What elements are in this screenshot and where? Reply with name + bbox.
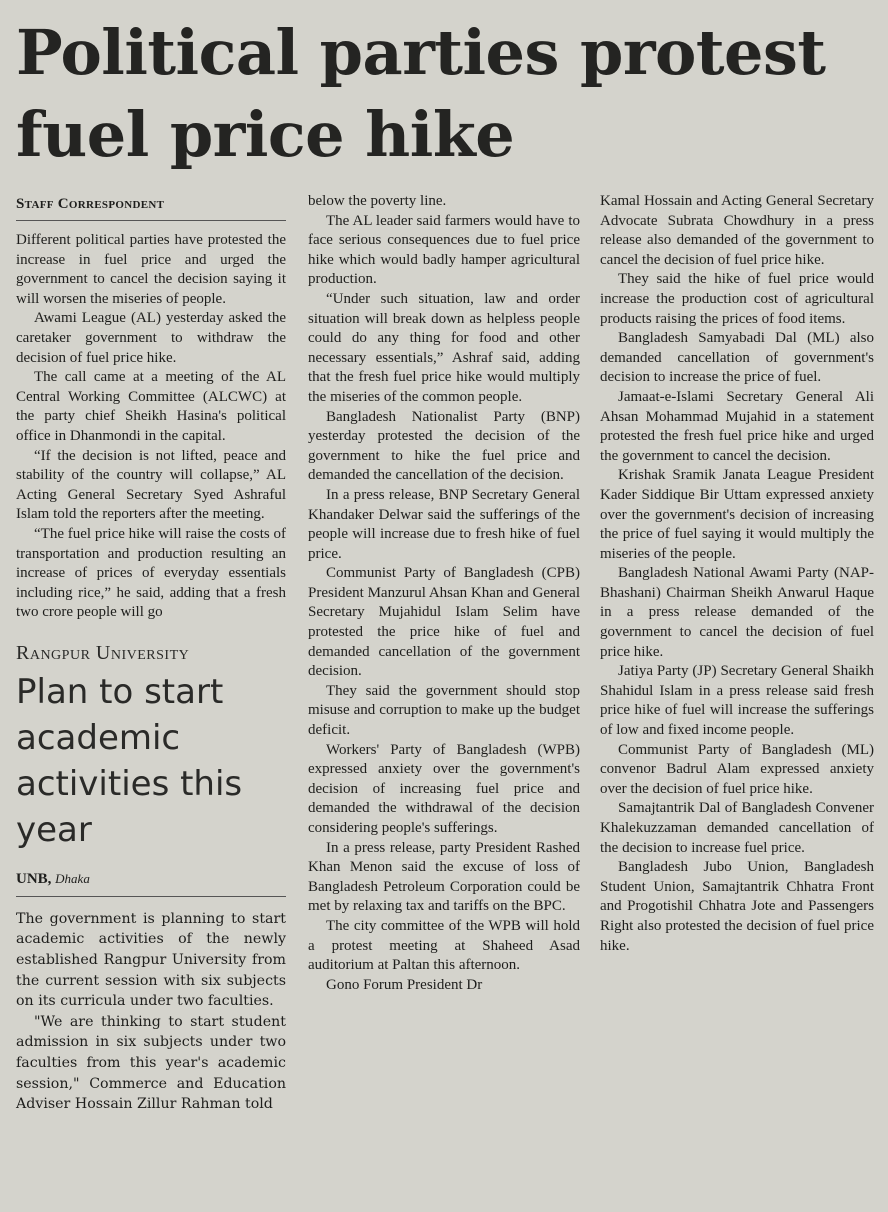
byline: Staff Correspondent (16, 194, 286, 221)
paragraph: Jatiya Party (JP) Secretary General Shaikh Shahidul Islam in a press release said fresh price hike of fuel will increase the sufferings of low and fixed income people. (600, 663, 874, 739)
paragraph: The city committee of the WPB will hold a protest meeting at Shaheed Asad auditorium at Paltan this afternoon. (308, 917, 580, 974)
paragraph: The AL leader said farmers would have to face serious consequences due to fuel price hike which would badly hamper agricultural production. (308, 212, 580, 288)
paragraph: Different political parties have protested the increase in fuel price and urged the government to cancel the decision saying it will worsen the miseries of people. (16, 232, 286, 307)
paragraph: Bangladesh National Awami Party (NAP-Bhashani) Chairman Sheikh Anwarul Haque in a press release demanded of the government to cancel the decision of fuel price hike. (600, 565, 874, 660)
paragraph: In a press release, party President Rashed Khan Menon said the excuse of loss of Bangladesh Petroleum Corporation could be met by relaxing tax and tariffs on the BPC. (308, 839, 580, 915)
paragraph: Jamaat-e-Islami Secretary General Ali Ahsan Mohammad Mujahid in a statement protested the fresh fuel price hike and urged the government to cancel the decision. (600, 388, 874, 464)
paragraph: The call came at a meeting of the AL Central Working Committee (ALCWC) at the party chief Sheikh Hasina's political office in Dhanmondi in the capital. (16, 369, 286, 444)
paragraph: below the poverty line. (308, 193, 447, 209)
paragraph: Communist Party of Bangladesh (ML) convenor Badrul Alam expressed anxiety over the decision of fuel price hike. (600, 741, 874, 797)
paragraph: Kamal Hossain and Acting General Secretary Advocate Subrata Chowdhury in a press release also demanded of the government to cancel the decision of fuel price hike. (600, 193, 874, 268)
paragraph: Communist Party of Bangladesh (CPB) President Manzurul Ahsan Khan and General Secretary Mujahidul Islam Selim have protested the price hike of fuel and demanded cancellation of the government decision. (308, 565, 581, 680)
second-story-body (16, 909, 286, 1115)
second-story-headline: Plan to start academic activities this year (16, 671, 243, 850)
paragraph: Bangladesh Samyabadi Dal (ML) also demanded cancellation of government's decision to increase the price of fuel. (600, 330, 874, 386)
paragraph: “The fuel price hike will raise the costs of transportation and production resulting an increase of prices of everyday essentials including rice,” he said, adding that a fresh two crore people will go (16, 525, 286, 621)
paragraph: Bangladesh Jubo Union, Bangladesh Student Union, Samajtantrik Chhatra Front and Progotishil Chhatra Jote and Passengers Right also protested the decision of fuel price hike. (600, 859, 874, 954)
agency: UNB, (16, 870, 52, 887)
dateline-place: Dhaka (55, 870, 90, 886)
paragraph: Krishak Sramik Janata League President Kader Siddique Bir Uttam expressed anxiety over the government's decision of increasing the price of fuel saying it would multiply the miseries of the people. (600, 467, 874, 562)
column-2 (308, 192, 580, 995)
paragraph: In a press release, BNP Secretary General Khandaker Delwar said the sufferings of the people will increase due to fresh hike of fuel price. (308, 486, 580, 562)
second-story-kicker: Rangpur University (16, 641, 190, 664)
column-3 (600, 192, 874, 956)
paragraph: Awami League (AL) yesterday asked the caretaker government to withdraw the decision of fuel price hike. (16, 310, 286, 366)
paragraph: The government is planning to start academic activities of the newly established Rangpur University from the current session with six subjects on its curricula under two faculties. (16, 910, 286, 1010)
paragraph: Bangladesh Nationalist Party (BNP) yesterday protested the decision of the government to hike the fuel price and demanded the cancellation of the decision. (308, 408, 580, 484)
paragraph: Workers' Party of Bangladesh (WPB) expressed anxiety over the government's decision of increasing fuel price and demanded the withdrawal of the decision considering people's sufferings. (308, 741, 580, 836)
column-1 (16, 192, 286, 1115)
paragraph: "We are thinking to start student admission in six subjects under two faculties from this year's academic session," Commerce and Education Adviser Hossain Zillur Rahman told (16, 1013, 286, 1113)
paragraph: They said the hike of fuel price would increase the production cost of agricultural products raising the prices of food items. (600, 271, 874, 327)
paragraph: Samajtantrik Dal of Bangladesh Convener Khalekuzzaman demanded cancellation of the decision to increase fuel price. (600, 800, 874, 856)
paragraph: Gono Forum President Dr (326, 976, 483, 993)
paragraph: They said the government should stop misuse and corruption to make up the budget deficit. (308, 682, 580, 739)
paragraph: “If the decision is not lifted, peace and stability of the country will collapse,” AL Acting General Secretary Syed Ashraful Islam told the reporters after the meeting. (16, 447, 286, 523)
paragraph: “Under such situation, law and order situation will break down as helpless people could do any thing for food and other necessary essentials,” Ashraf said, adding that the fresh fuel price hike would multiply the miseries of the common people. (308, 290, 580, 405)
headline: Political parties protest fuel price hike (16, 16, 826, 171)
dateline (16, 871, 286, 897)
